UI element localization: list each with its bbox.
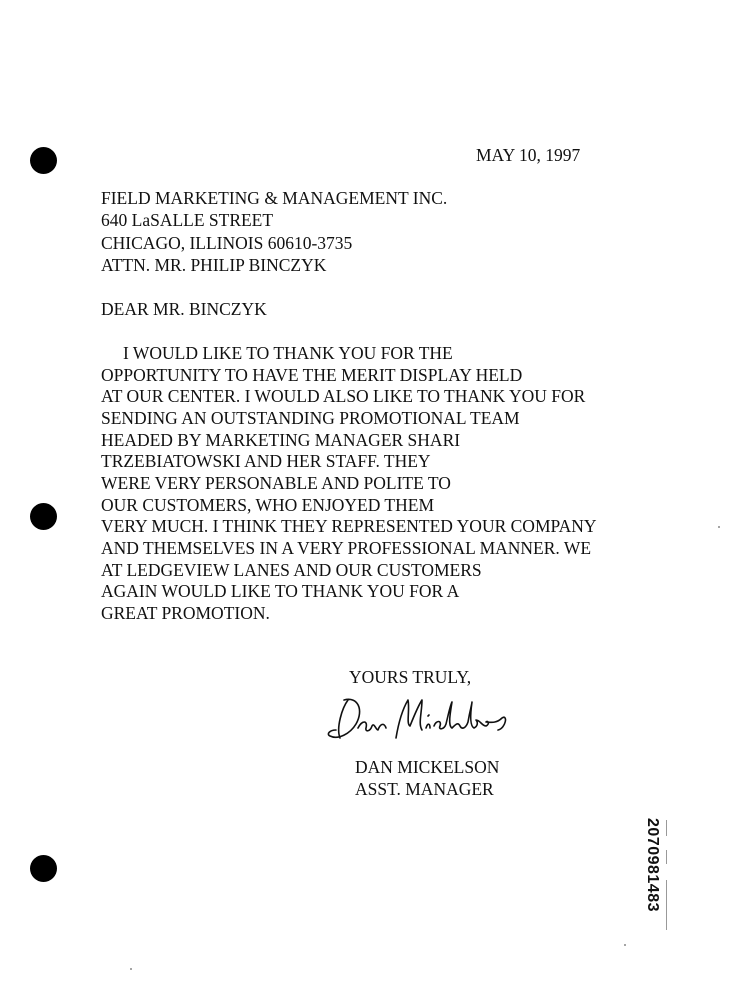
- closing: YOURS TRULY,: [349, 667, 472, 687]
- signer-title: ASST. MANAGER: [355, 779, 494, 799]
- edge-mark: [666, 850, 667, 864]
- signer-name: DAN MICKELSON: [355, 757, 500, 777]
- body-line: AGAIN WOULD LIKE TO THANK YOU FOR A: [101, 581, 460, 601]
- edge-mark: [666, 820, 667, 836]
- body-line: OPPORTUNITY TO HAVE THE MERIT DISPLAY HELD: [101, 365, 523, 385]
- scan-speck: [130, 968, 132, 970]
- recipient-attention: ATTN. MR. PHILIP BINCZYK: [101, 255, 327, 275]
- edge-mark: [666, 880, 667, 930]
- document-id-stamp: [642, 818, 662, 938]
- letter-date: MAY 10, 1997: [476, 145, 581, 165]
- handwritten-signature: [318, 690, 518, 750]
- body-line: WERE VERY PERSONABLE AND POLITE TO: [101, 473, 451, 493]
- body-line: HEADED BY MARKETING MANAGER SHARI: [101, 430, 461, 450]
- body-line: GREAT PROMOTION.: [101, 603, 270, 623]
- salutation: DEAR MR. BINCZYK: [101, 299, 267, 319]
- body-line: VERY MUCH. I THINK THEY REPRESENTED YOUR COMPANY: [101, 516, 597, 536]
- recipient-company: FIELD MARKETING & MANAGEMENT INC.: [101, 188, 448, 208]
- body-line: OUR CUSTOMERS, WHO ENJOYED THEM: [101, 495, 435, 515]
- body-line: SENDING AN OUTSTANDING PROMOTIONAL TEAM: [101, 408, 520, 428]
- scan-speck: [624, 944, 626, 946]
- document-id-text: 2070981483: [644, 818, 661, 912]
- punch-hole-middle: [30, 503, 57, 530]
- recipient-city: CHICAGO, ILLINOIS 60610-3735: [101, 233, 353, 253]
- punch-hole-bottom: [30, 855, 57, 882]
- body-line: AND THEMSELVES IN A VERY PROFESSIONAL MANNER. WE: [101, 538, 592, 558]
- punch-hole-top: [30, 147, 57, 174]
- scan-speck: [718, 526, 720, 528]
- body-line: TRZEBIATOWSKI AND HER STAFF. THEY: [101, 451, 431, 471]
- recipient-street: 640 LaSALLE STREET: [101, 210, 274, 230]
- body-line: AT LEDGEVIEW LANES AND OUR CUSTOMERS: [101, 560, 482, 580]
- body-line: I WOULD LIKE TO THANK YOU FOR THE: [123, 343, 453, 363]
- body-line: AT OUR CENTER. I WOULD ALSO LIKE TO THANK YOU FOR: [101, 386, 586, 406]
